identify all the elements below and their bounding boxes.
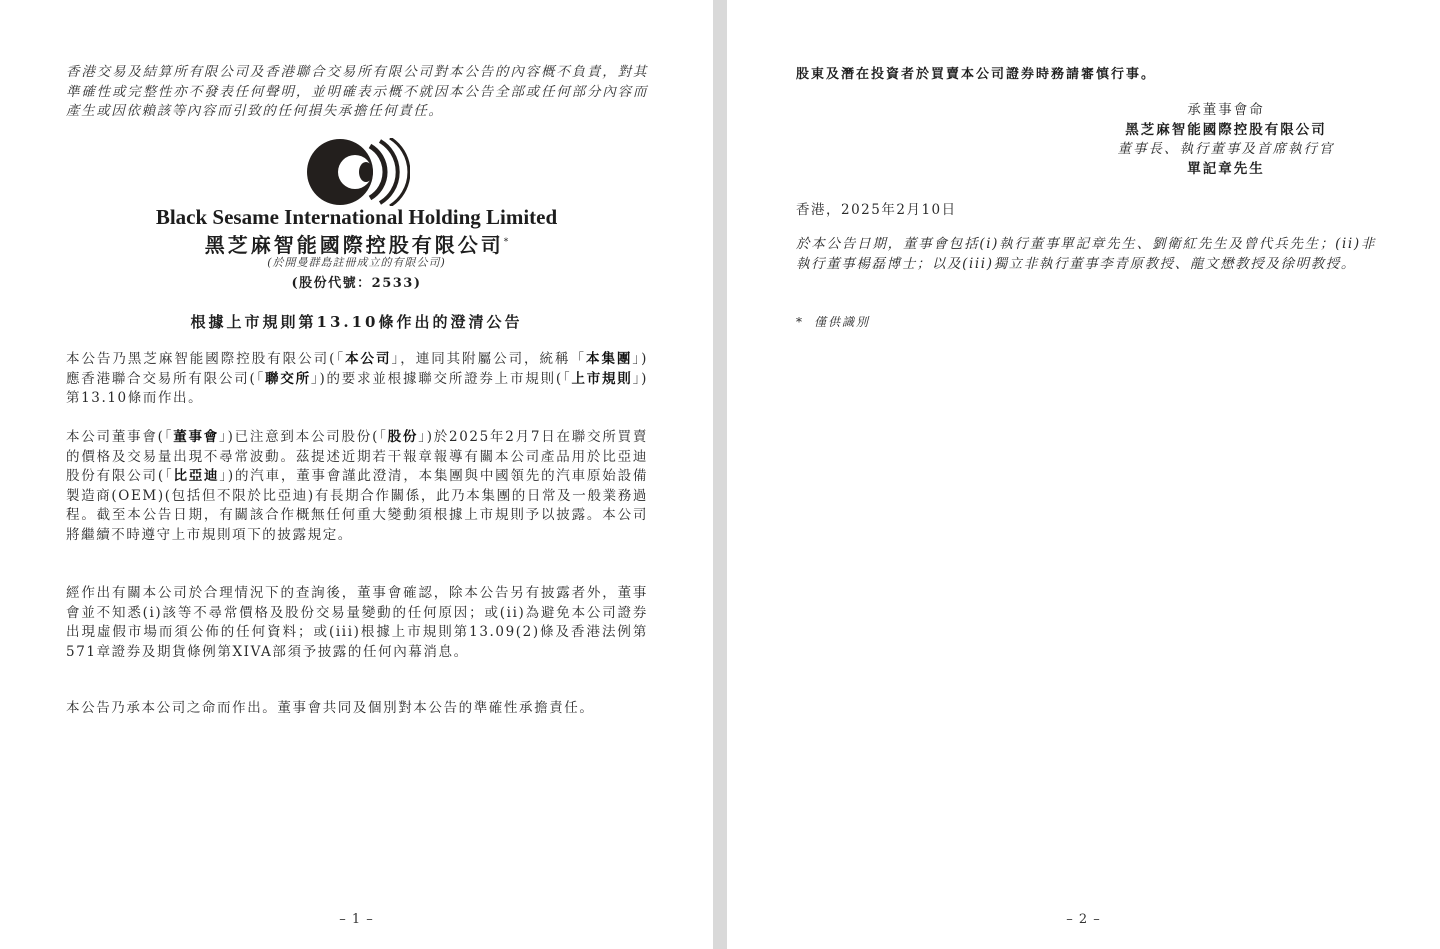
para2-text-1: 本公司董事會(「 — [66, 429, 174, 445]
para2-text-2: 」)已注意到本公司股份(「 — [219, 429, 388, 445]
para2-text-4: 」)的汽車，董事會謹此澄清，本集團與中國領先的汽車原始設備製造商(OEM)(包括但不限於比亞迪)有長期合作關係，此乃本集團的日常及一般業務過程。截至本公告日期，有關該合作概無任何重大變動須根據上市規則予以披露。本公司將繼續不時遵守上市規則項下的披露規定。 — [66, 468, 648, 543]
paragraph-clarification — [66, 428, 648, 545]
company-name-zh-mark: * — [503, 237, 509, 248]
announcement-title: 根據上市規則第13.10條作出的澄清公告 — [190, 313, 523, 331]
sign-role: 董事長、執行董事及首席執行官 — [1117, 141, 1335, 157]
footnote-mark: * — [796, 315, 804, 329]
sign-name: 單記章先生 — [1187, 160, 1265, 177]
sign-order: 承董事會命 — [1187, 102, 1265, 118]
signature-block — [1076, 101, 1376, 179]
para2-text-3: 」)於2025年2月7日在聯交所買賣的價格及交易量出現不尋常波動。茲提述近期若干報章報導有關本公司產品用於比亞迪股份有限公司(「 — [66, 429, 648, 484]
paragraph-responsibility: 本公告乃承本公司之命而作出。董事會共同及個別對本公告的準確性承擔責任。 — [66, 700, 595, 716]
sign-company: 黑芝麻智能國際控股有限公司 — [1125, 121, 1327, 138]
incorporation-note: (於開曼群島註冊成立的有限公司) — [267, 256, 446, 269]
para1-text-3: 」)應香港聯合交易所有限公司(「 — [66, 351, 648, 387]
page-number: – 1 – — [339, 912, 374, 927]
caution-statement: 股東及潛在投資者於買賣本公司證券時務請審慎行事。 — [796, 67, 1157, 82]
para1-text-5: 」)第13.10條而作出。 — [66, 370, 648, 406]
black-sesame-logo-icon — [300, 138, 410, 206]
company-name-zh-text: 黑芝麻智能國際控股有限公司 — [204, 233, 504, 257]
footnote — [796, 313, 870, 330]
disclaimer-text: 香港交易及結算所有限公司及香港聯合交易所有限公司對本公告的內容概不負責，對其準確性或完整性亦不發表任何聲明，並明確表示概不就因本公告全部或任何部分內容而產生或因依賴該等內容而引致的任何損失承擔任何責任。 — [66, 64, 648, 119]
para1-bold-1: 本公司 — [345, 351, 392, 367]
footnote-text: 僅供識別 — [814, 315, 871, 329]
para1-text-1: 本公告乃黑芝麻智能國際控股有限公司(「 — [66, 351, 346, 367]
para2-bold-1: 董事會 — [173, 429, 220, 445]
para1-text-2: 」，連同其附屬公司，統稱「 — [391, 351, 586, 367]
paragraph-introduction — [66, 350, 648, 409]
para1-text-4: 」)的要求並根據聯交所證券上市規則(「 — [310, 370, 572, 387]
para2-bold-2: 股份 — [387, 429, 419, 445]
para1-bold-2: 本集團 — [585, 351, 633, 367]
para1-bold-3: 聯交所 — [265, 370, 311, 387]
announcement-date: 香港，2025年2月10日 — [796, 202, 957, 218]
document-page-1 — [0, 0, 713, 949]
board-composition: 於本公告日期，董事會包括(i)執行董事單記章先生、劉衛紅先生及曾代兵先生；(ii)非執行董事楊磊博士；以及(iii)獨立非執行董事李青原教授、龍文懋教授及徐明教授。 — [796, 236, 1377, 272]
para1-bold-4: 上市規則 — [571, 370, 633, 387]
stock-code: (股份代號：2533) — [291, 276, 422, 291]
para2-bold-3: 比亞迪 — [173, 468, 220, 484]
company-name-en: Black Sesame International Holding Limited — [155, 205, 558, 229]
document-page-2 — [727, 0, 1440, 949]
page-number: – 2 – — [1066, 912, 1101, 927]
paragraph-confirmation: 經作出有關本公司於合理情況下的查詢後，董事會確認，除本公告另有披露者外，董事會並不知悉(i)該等不尋常價格及股份交易量變動的任何原因；或(ii)為避免本公司證券出現虛假市場而須公佈的任何資料；或(iii)根據上市規則第13.09(2)條及香港法例第571章證券及期貨條例第XIVA部須予披露的任何內幕消息。 — [66, 585, 648, 660]
